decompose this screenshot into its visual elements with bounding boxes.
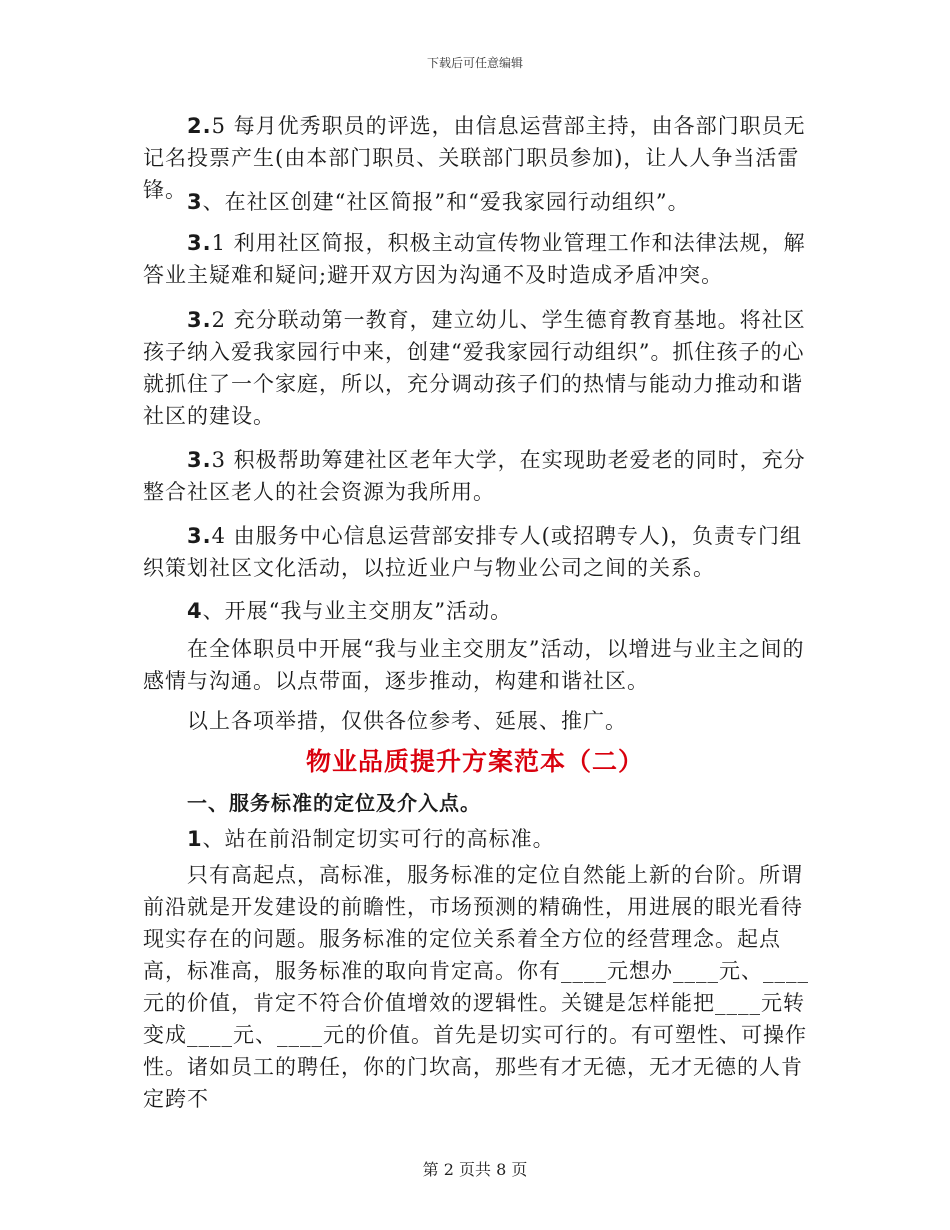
paragraph-closing [143,705,811,737]
page-header: 下载后可任意编辑 [426,56,523,70]
heading-text: 一、服务标准的定位及介入点。 [187,791,481,815]
section-heading [143,787,811,819]
paragraph-text: 、站在前沿制定切实可行的高标准。 [202,827,555,851]
paragraph-friendship [143,633,811,697]
paragraph-3-3 [143,444,811,508]
paragraph-text: 1 利用社区简报，积极主动宣传物业管理工作和法律法规，解答业主疑难和疑问;避开双方因为沟通不及时造成矛盾冲突。 [143,231,806,287]
paragraph-text: 2 充分联动第一教育，建立幼儿、学生德育教育基地。将社区孩子纳入爱我家园行中来，创建“爱我家园行动组织”。抓住孩子的心就抓住了一个家庭，所以，充分调动孩子们的热情与能动力推动和谐社区的建设。 [143,308,806,428]
paragraph-text: 以上各项举措，仅供各位参考、延展、推广。 [187,709,627,733]
paragraph-text: 只有高起点，高标准，服务标准的定位自然能上新的台阶。所谓前沿就是开发建设的前瞻性，市场预测的精确性，用进展的眼光看待现实存在的问题。服务标准的定位关系着全方位的经营理念。起点高，标准高，服务标准的取向肯定高。你有____元想办____元、____元的价值，肯定不符合价值增效的逻辑性。关键是怎样能把____元转变成____元、____元的价值。首先是切实可行的。有可塑性、可操作性。诸如员工的聘任，你的门坎高，那些有才无德，无才无德的人肯定跨不 [143,863,809,1111]
section-title: 物业品质提升方案范本（二） [305,747,644,776]
item-number: 1 [187,827,203,851]
item-number: 3. [187,231,212,255]
paragraph-text: 在全体职员中开展“我与业主交朋友”活动，以增进与业主之间的感情与沟通。以点带面，逐步推动，构建和谐社区。 [143,637,805,693]
item-number: 2. [187,114,212,138]
paragraph-3-4 [143,520,811,584]
item-number: 3. [187,448,212,472]
paragraph-text: 、开展“我与业主交朋友”活动。 [202,599,513,623]
item-number: 4 [187,599,203,623]
paragraph-text: 、在社区创建“社区简报”和“爱我家园行动组织”。 [202,190,690,214]
paragraph-3-1 [143,227,811,291]
page-footer: 第 2 页共 8 页 [422,1160,528,1179]
paragraph-text: 3 积极帮助筹建社区老年大学，在实现助老爱老的同时，充分整合社区老人的社会资源为我所用。 [143,448,806,504]
paragraph-text: 5 每月优秀职员的评选，由信息运营部主持，由各部门职员无记名投票产生(由本部门职员、关联部门职员参加)，让人人争当活雷锋。 [143,114,806,202]
item-number: 3. [187,524,212,548]
paragraph-body [143,859,811,1115]
paragraph-text: 4 由服务中心信息运营部安排专人(或招聘专人)，负责专门组织策划社区文化活动，以拉近业户与物业公司之间的关系。 [143,524,803,580]
paragraph-3-2 [143,304,811,432]
paragraph-3 [143,186,811,218]
item-number: 3 [187,190,203,214]
paragraph-4 [143,595,811,627]
paragraph-item-1 [143,823,811,855]
item-number: 3. [187,308,212,332]
